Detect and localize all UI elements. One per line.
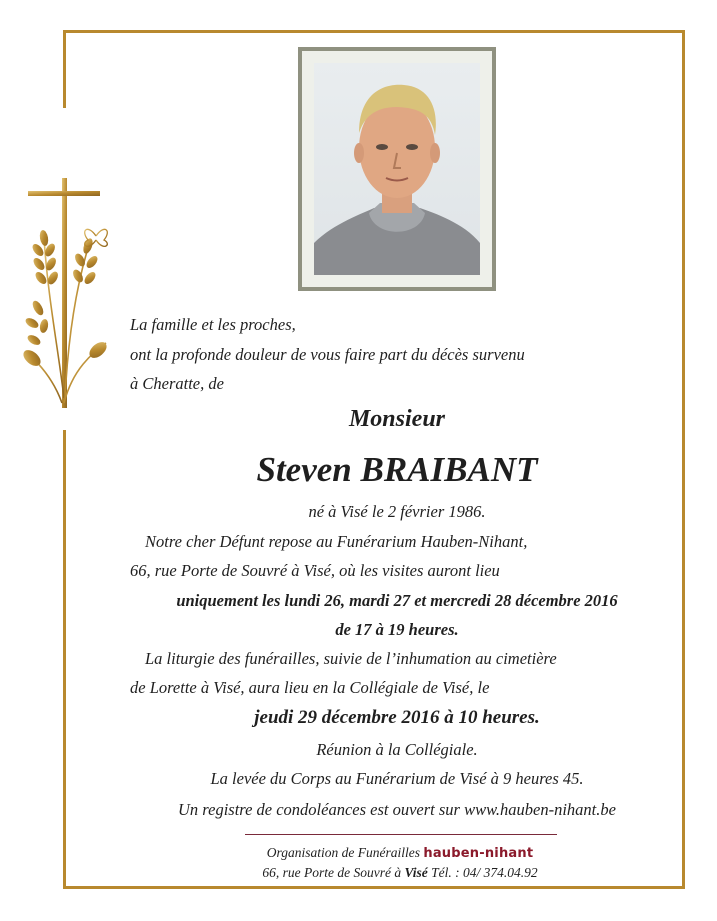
visitation-hours: de 17 à 19 heures. <box>335 620 459 639</box>
footer-org-label: Organisation de Funérailles <box>266 845 420 860</box>
footer-separator <box>245 834 557 835</box>
funeral-line-1: La liturgie des funérailles, suivie de l’inhumation au cimetière <box>145 649 557 668</box>
wheat-ornament-icon <box>18 178 118 410</box>
visitation-line-2: 66, rue Porte de Souvré à Visé, où les visites auront lieu <box>130 561 500 580</box>
visitation-dates: uniquement les lundi 26, mardi 27 et mercredi 28 décembre 2016 <box>176 591 618 610</box>
intro-line-2: ont la profonde douleur de vous faire part du décès survenu <box>130 345 525 364</box>
footer-address <box>0 865 717 881</box>
deceased-title: Monsieur <box>348 406 446 432</box>
brand-logo: hauben-nihant <box>423 846 534 861</box>
portrait-photo <box>314 63 480 275</box>
footer-city: Visé <box>404 865 428 880</box>
condolence-registry: Un registre de condoléances est ouvert sur www.hauben-nihant.be <box>178 800 616 819</box>
intro-line-1: La famille et les proches, <box>130 315 296 334</box>
intro-line-3: à Cheratte, de <box>130 374 224 393</box>
funeral-levee: La levée du Corps au Funérarium de Visé à 9 heures 45. <box>210 769 584 788</box>
funeral-line-2: de Lorette à Visé, aura lieu en la Collégiale de Visé, le <box>130 678 490 697</box>
footer-phone: Tél. : 04/ 374.04.92 <box>431 865 538 880</box>
footer-organisation <box>0 845 717 861</box>
visitation-line-1: Notre cher Défunt repose au Funérarium Hauben-Nihant, <box>145 532 528 551</box>
footer-address-prefix: 66, rue Porte de Souvré à <box>262 865 402 880</box>
cross-icon <box>28 178 100 408</box>
deceased-name: Steven BRAIBANT <box>256 450 538 489</box>
funeral-meeting: Réunion à la Collégiale. <box>316 740 478 759</box>
deceased-birth: né à Visé le 2 février 1986. <box>308 502 486 521</box>
portrait-mat <box>302 51 492 287</box>
portrait-frame <box>298 47 496 291</box>
funeral-date: jeudi 29 décembre 2016 à 10 heures. <box>254 707 540 728</box>
